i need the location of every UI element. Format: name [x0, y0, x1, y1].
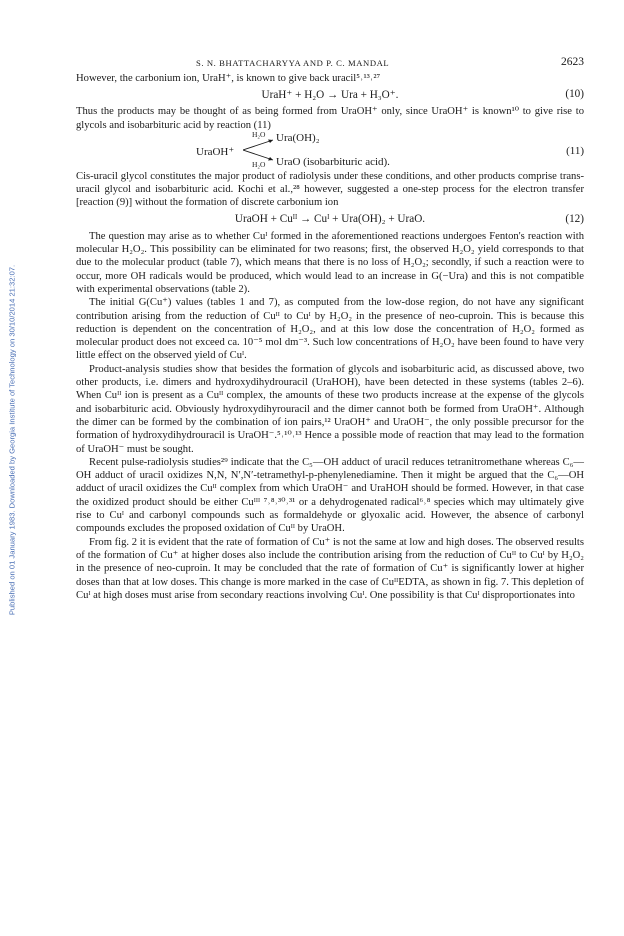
equation-12-number: (12) [565, 212, 584, 225]
equation-10-number: (10) [565, 88, 584, 101]
paragraph-4: The question may arise as to whether Cuᴵ formed in the aforementioned reactions undergoes Fenton's reaction with molecular H₂O₂. This possibility can be eliminated for two reasons; first, the observed H₂O₂ yield corresponds to that due to the molecular product (table 7), which means that there is no loss of H₂O₂; secondly, if such a reaction were to occur, more OH radicals would be produced, which would lead to an increase in G(−Ura) and this is not compatible with experimental observations (table 2). [76, 230, 584, 295]
equation-11-top-label: H₂O [252, 129, 266, 139]
paragraph-5: The initial G(Cu⁺) values (tables 1 and 7), as computed from the low-dose region, do not have any significant contribution arising from the reduction of Cuᴵᴵ to Cuᴵ by H₂O₂ in the presence of neo-cuproin. This is because this reduction is dependent on the concentration of H₂O₂, and at this low dose the concentration of H₂O₂ formed as molecular product does not exceed ca. 10⁻⁵ mol dm⁻³. Such low concentrations of H₂O₂ have been found to have very little effect on the observed yield of Cuᴵ. [76, 297, 584, 362]
paragraph-2: Thus the products may be thought of as being formed from UraOH⁺ only, since UraOH⁺ is known¹⁰ to give rise to glycols and isobarbituric acid by reaction (11) [76, 106, 584, 131]
header-authors: S. N. BHATTACHARYYA AND P. C. MANDAL [196, 58, 390, 68]
equation-11-bottom-label: H₂O [252, 159, 266, 169]
equation-11-top-product: Ura(OH)₂ [276, 131, 320, 144]
paragraph-7: Recent pulse-radiolysis studies²⁹ indicate that the C₅—OH adduct of uracil reduces tetranitromethane whereas C₆—OH adduct of uracil oxidizes N,N, N′,N′-tetramethyl-p-phenylenediamine. Then it might be argued that the C₆—OH adduct of uracil oxidizes the Cuᴵᴵ complex from which UraOH⁻ and UraHOH should be formed. However, in that case the oxidized product should be either Cuᴵᴵᴵ ⁷˒⁸˒³⁰˒³¹ or a dehydrogenated radical⁶˒⁸ species which may ultimately give rise to Cuᴵ and carbonyl compounds such as formaldehyde or glyoxalic acid. However, the absence of carbonyl compounds excludes the proposed oxidation of Cuᴵᴵ by UraOH. [76, 456, 584, 535]
running-header [76, 56, 584, 72]
download-watermark [6, 130, 18, 750]
paragraph-6: Product-analysis studies show that besides the formation of glycols and isobarbituric acid, as discussed above, two other products, i.e. dimers and hydroxydihydrouracil (UraHOH), have been detected in these systems (tables 2–6). When Cuᴵᴵ ion is present as a Cuᴵᴵ complex, the amounts of these two products increase at the expense of the glycols and isobarbituric acid. Obviously hydroxydihyrouracil and the dimer cannot both be formed from UraOH⁺. Although the dimer can be formed by the combination of ion pairs,¹² UraOH⁺ and UraOH⁻, the only possible precursor for the formation of hydroxydihydrouracil is UraOH⁻.⁵˒¹⁰˒¹³ Hence a possible mode of reaction that may lead to the formation of UraOH⁻ must be sought. [76, 363, 584, 455]
equation-10 [76, 85, 584, 105]
equation-11-reactant: UraOH⁺ [196, 145, 235, 158]
page-number: 2623 [561, 56, 584, 68]
equation-12 [76, 210, 584, 230]
equation-12-body: UraOH + Cuᴵᴵ → Cuᴵ + Ura(OH)₂ + UraO. [234, 212, 426, 225]
equation-11 [76, 129, 584, 170]
paragraph-1: However, the carbonium ion, UraH⁺, is known to give back uracil⁵˒¹³˒²⁷ [76, 73, 381, 84]
paper-page [76, 56, 584, 602]
paragraph-8: From fig. 2 it is evident that the rate of formation of Cu⁺ is not the same at low and high doses. The observed results of the formation of Cu⁺ at higher doses also include the contribution arising from the reduction of Cuᴵᴵ to Cuᴵ by H₂O₂ in the presence of neo-cuproin. It may be concluded that the rate of formation of Cu⁺ is significantly lower at higher doses than that at low doses. This change is more marked in the case of CuᴵᴵEDTA, as shown in fig. 7. This depletion of Cuᴵ at high doses must arise from secondary reactions involving Cuᴵ. One possibility is that Cuᴵ disproportionates into [76, 536, 584, 601]
equation-10-body: UraH⁺ + H₂O → Ura + H₃O⁺. [261, 89, 399, 102]
equation-11-number: (11) [566, 144, 584, 157]
equation-11-bottom-product: UraO (isobarbituric acid). [276, 155, 390, 168]
paragraph-3: Cis-uracil glycol constitutes the major product of radiolysis under these conditions, and other products comprise trans-uracil glycol and isobarbituric acid. Kochi et al.,²⁸ however, suggested a one-step process for the electron transfer [reaction (9)] without the formation of discrete carbonium ion [76, 170, 584, 209]
download-watermark-text: Published on 01 January 1983. Downloaded by Georgia Institute of Technology on 30/10/2014 21:32:07. [7, 264, 17, 616]
